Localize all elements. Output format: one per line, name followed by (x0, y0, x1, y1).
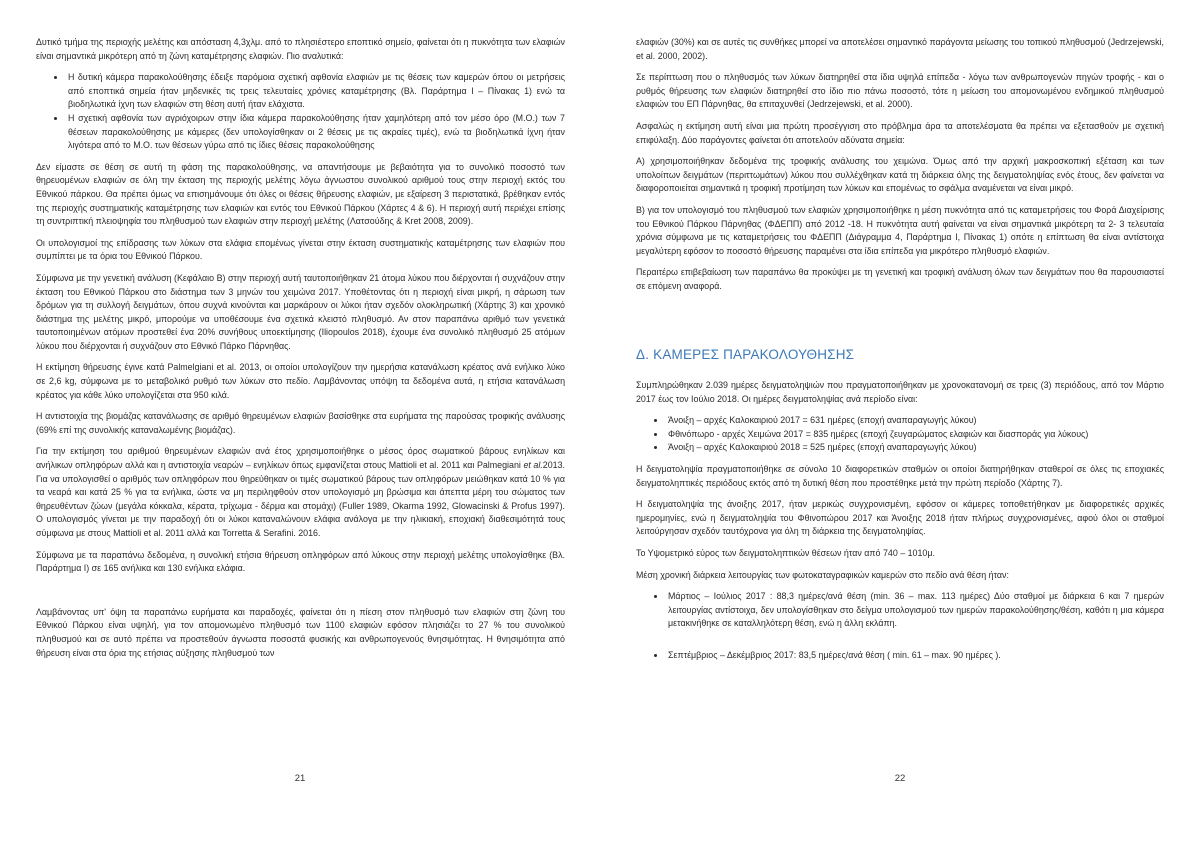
paragraph: Δυτικό τμήμα της περιοχής μελέτης και απόσταση 4,3χλμ. από το πλησιέστερο εποπτικό σημείο, φαίνεται ότι η πυκνότητα των ελαφιών είναι σημαντικά μικρότερη από τη ζώνη καταμέτρησης ελαφιών. Πιο αναλυτικά: (36, 37, 565, 61)
list-item: • Η δυτική κάμερα παρακολούθησης έδειξε παρόμοια σχετική αφθονία ελαφιών με τις θέσεις των καμερών όπου οι μετρήσεις από εποπτικά σημεία ήταν μηδενικές τις τρεις τελευταίες χρόνιες καταμέτρησης (Βλ. Παράρτημα Ι – Πίνακας 1) ενώ τα βιοδηλωτικά ίχνη των ελαφιών στη θέση αυτή ήταν ελάχιστα. (66, 71, 565, 112)
paragraph: Σύμφωνα με την γενετική ανάλυση (Κεφάλαιο Β) στην περιοχή αυτή ταυτοποιήθηκαν 21 άτομα λύκου που διέρχονται ή συχνάζουν στην έκταση του Εθνικού Πάρκου στο διάστημα των 3 μηνών του χειμώνα 2017. Υποθέτοντας ότι η περιοχή είναι μικρή, η σάρωση των δρόμων για τη συλλογή δειγμάτων, όπου συχνά κινούνται και μαρκάρουν οι λύκοι ήταν σχεδόν ολοκληρωτική (Χάρτης 3) και χρονικό διάστημα της μελέτης μικρό, μπορούμε να υποθέσουμε ένα σχετικά κλειστό πληθυσμό. Αν στον παραπάνω αριθμό των γενετικά ταυτοποιημένων ατόμων προστεθεί ένα 20% συνήθους υποεκτίμησης (Iliopoulos 2018), έχουμε ένα συνολικό πληθυσμό 25 ατόμων λύκου που διέρχονται ή συχνάζουν στο Εθνικό Πάρκο Πάρνηθας. (36, 272, 565, 351)
list-item: • Η σχετική αφθονία των αγριόχοιρων στην ίδια κάμερα παρακολούθησης ήταν χαμηλότερη από τον μέσο όρο (Μ.Ο.) των 7 θέσεων παρακολούθησης με κάμερες (δεν υπολογίσθηκαν οι 2 θέσεις με τις ακραίες τιμές), ενώ τα βιοδηλωτικά ίχνη ήταν λιγότερα από το Μ.Ο. των θέσεων γύρω από τις ίδιες θέσεις παρακολούθησης (66, 112, 565, 153)
paragraph: Οι υπολογισμοί της επίδρασης των λύκων στα ελάφια επομένως γίνεται στην έκταση συστηματικής καταμέτρησης των ελαφιών που συμπίπτει με τα όρια του Εθνικού Πάρκου. (36, 237, 565, 262)
paragraph: Β) για τον υπολογισμό του πληθυσμού των ελαφιών χρησιμοποιήθηκε η μέση πυκνότητα από τις καταμετρήσεις του Φορά Διαχείρισης του Εθνικού Πάρκου Πάρνηθας (ΦΔΕΠΠ) από 2012 -18. Η πυκνότητα αυτή φαίνεται να είναι σημαντικά μικρότερη τα 2- 3 τελευταία χρόνια σύμφωνα με τις καταμετρήσεις του ΦΔΕΠΠ (Διάγραμμα 4, Παράρτημα Ι, Πίνακας 1) οπότε η επίπτωση θα είναι αντίστοιχα μεγαλύτερη εφόσον το ποσοστό θήρευσης παραμένει στα ίδια επίπεδα για μικρότερο πληθυσμό ελαφιών. (636, 204, 1164, 256)
list-item: • Άνοιξη – αρχές Καλοκαιριού 2018 = 525 ημέρες (εποχή αναπαραγωγής λύκου) (666, 441, 1164, 455)
bullet-list (36, 71, 565, 153)
spacer (636, 302, 1164, 348)
paragraph: Η αντιστοιχία της βιομάζας κατανάλωσης σε αριθμό θηρευμένων ελαφιών βασίσθηκε στα ευρήματα της παρούσας τροφικής ανάλυσης (69% επί της συνολικής καταναλωμένης βιομάζας). (36, 411, 565, 435)
paragraph: Η δειγματοληψία πραγματοποιήθηκε σε σύνολο 10 διαφορετικών σταθμών οι οποίοι διατηρήθηκαν σταθεροί σε όλες τις εποχιακές δειγματοληπτικές περιόδους εκτός από τη δυτική θέση που προστέθηκε μετά την πρώτη περίοδο (Χάρτης 7). (636, 464, 1164, 488)
page-22-text-column (636, 36, 1164, 671)
spacer (36, 584, 565, 606)
paragraph: ελαφιών (30%) και σε αυτές τις συνθήκες μπορεί να αποτελέσει σημαντικό παράγοντα μείωσης του τοπικού πληθυσμού (Jedrzejewski, et al. 2000, 2002). (636, 37, 1164, 61)
paragraph: Σε περίπτωση που ο πληθυσμός των λύκων διατηρηθεί στα ίδια υψηλά επίπεδα - λόγω των ανθρωπογενών πηγών τροφής - και ο ρυθμός θήρευσης των ελαφιών διατηρηθεί στο ίδιο πιο πάνω ποσοστό, τότε η μείωση του απομονωμένου ενδημικού πληθυσμού ελαφιών του ΕΠ Πάρνηθας, θα επιταχυνθεί (Jedrzejewski, et al. 2000). (636, 72, 1164, 110)
page-21-text-column (36, 36, 565, 668)
paragraph: Α) χρησιμοποιήθηκαν δεδομένα της τροφικής ανάλυσης του χειμώνα. Όμως από την αρχική μακροσκοπική εξέταση και των υπολοίπων δειγμάτων (περιττωμάτων) λύκου που συλλέχθηκαν κατά τη διάρκεια όλης της δειγματοληψίας ενός έτους, δεν φαίνεται να διαφοροποιείται σημαντικά η τροφική προτίμηση των λύκων και επομένως το σφάλμα αναμένεται να είναι μικρό. (636, 156, 1164, 194)
bullet-list (636, 649, 1164, 663)
page-22 (600, 0, 1200, 848)
bullet-list (636, 590, 1164, 631)
section-heading: Δ. ΚΑΜΕΡΕΣ ΠΑΡΑΚΟΛΟΥΘΗΣΗΣ (636, 346, 855, 362)
italic-text: et al. (523, 460, 543, 471)
paragraph: Συμπληρώθηκαν 2.039 ημέρες δειγματοληψιών που πραγματοποιήθηκαν με χρονοκατανομή σε τρεις (3) περιόδους, από τον Μάρτιο 2017 έως τον Ιούλιο 2018. Οι ημέρες δειγματοληψίας ανά περίοδο είναι: (636, 380, 1164, 404)
text-run: Για την εκτίμηση του αριθμού θηρευμένων ελαφιών ανά έτος χρησιμοποιήθηκε ο μέσος όρος σωματικού βάρους ενηλίκων και ανήλικων οπληφόρων αλλά και η αντιστοιχία νεαρών – ενηλίκων όπως εμφανίζεται στους Mattioli et al. 2011 και Palmegiani (36, 446, 565, 471)
paragraph: Το Υψομετρικό εύρος των δειγματοληπτικών θέσεων ήταν από 740 – 1010μ. (636, 548, 935, 559)
bullet-list (636, 414, 1164, 455)
paragraph: Η δειγματοληψία της άνοιξης 2017, ήταν μερικώς συγχρονισμένη, εφόσον οι κάμερες τοποθετήθηκαν με διαφορετικές αρχικές ημερομηνίες, ενώ η δειγματοληψία του Φθινοπώρου 2017 και Άνοιξης 2018 ήταν πλήρως συγχρονισμένες, αφού όλοι οι σταθμοί λειτούργησαν σχεδόν ταυτόχρονα για όλη τη διάρκεια της δειγματοληψίας. (636, 499, 1164, 537)
page-number: 22 (894, 773, 906, 784)
text-run: 2013. Για να υπολογισθεί ο αριθμός των οπληφόρων που θηρεύθηκαν οι τιμές σωματικού βάρους των οπληφόρων μειώθηκαν κατά 10 % για τα νεαρά και κατά 25 % για τα ενήλικα, ώστε να μη περιληφθούν στον υπολογισμό μη βρώσιμα και άπεπτα μέρη του σώματος των θηρευθέντων ζώων (μεγάλα κόκκαλα, κέρατα, τρίχωμα - δέρμα και στομάχι) (Fuller 1989, Okarma 1992, Glowacinski & Profus 1997). Ο υπολογισμός γίνεται με την παραδοχή ότι οι λύκοι καταναλώνουν ελάφια ανάλογα με την ηλικιακή, εποχιακή διαθεσιμότητά τους σύμφωνα με στους Mattioli et al. 2011 αλλά και Torretta & Serafini. 2016. (36, 460, 565, 538)
list-item: • Σεπτέμβριος – Δεκέμβριος 2017: 83,5 ημέρες/ανά θέση ( min. 61 – max. 90 ημέρες ). (666, 649, 1164, 663)
paragraph: Μέση χρονική διάρκεια λειτουργίας των φωτοκαταγραφικών καμερών στο πεδίο ανά θέση ήταν: (636, 569, 1009, 580)
paragraph: Η εκτίμηση θήρευσης έγινε κατά Palmelgiani et al. 2013, οι οποίοι υπολογίζουν την ημερήσια κατανάλωση κρέατος ανά ενήλικο λύκο σε 2,6 kg, σύμφωνα με το μεταβολικό ρυθμό των λύκων στο πεδίο. Λαμβάνοντας υπόψη τα δεδομένα αυτά, η ετήσια κατανάλωση κρέατος για κάθε λύκο υπολογίζεται στα 950 κιλά. (36, 362, 565, 400)
list-item: • Μάρτιος – Ιούλιος 2017 : 88,3 ημέρες/ανά θέση (min. 36 – max. 113 ημέρες) Δύο σταθμοί με διάρκεια 6 και 7 ημερών λειτουργίας αντίστοιχα, δεν υπολογίσθηκαν στο δείγμα υπολογισμού των ημερών παρακολούθησης/θέση, καθότι η μια κάμερα μετακινήθηκε σε καταλληλότερη θέση, ενώ η άλλη εκλάπη. (666, 590, 1164, 631)
list-item: • Άνοιξη – αρχές Καλοκαιριού 2017 = 631 ημέρες (εποχή αναπαραγωγής λύκου) (666, 414, 1164, 428)
paragraph (36, 445, 565, 540)
paragraph: Λαμβάνοντας υπ' όψη τα παραπάνω ευρήματα και παραδοχές, φαίνεται ότι η πίεση στον πληθυσμό των ελαφιών στη ζώνη του Εθνικού Πάρκου είναι υψηλή, για τον απομονωμένο πληθυσμό των 1100 ελαφιών εφόσον πλησιάζει το 27 % του συνολικού πληθυσμού και σε αυτό πρέπει να προστεθούν άγνωστα ποσοστά φυσικής και ανθρωπογενούς θνησιμότητας. Η θνησιμότητα από θήρευση είναι στα όρια της ετήσιας αύξησης πληθυσμού των (36, 606, 565, 658)
list-item: • Φθινόπωρο - αρχές Χειμώνα 2017 = 835 ημέρες (εποχή ζευγαρώματος ελαφιών και διασποράς για λύκους) (666, 428, 1164, 442)
paragraph: Σύμφωνα με τα παραπάνω δεδομένα, η συνολική ετήσια θήρευση οπληφόρων από λύκους στην περιοχή μελέτης υπολογίσθηκε (Βλ. Παράρτημα Ι) σε 165 ανήλικα και 130 ενήλικα ελάφια. (36, 549, 565, 574)
page-number: 21 (294, 773, 306, 784)
spacer (636, 639, 1164, 649)
paragraph: Ασφαλώς η εκτίμηση αυτή είναι μια πρώτη προσέγγιση στο πρόβλημα άρα τα αποτελέσματα θα πρέπει να εξετασθούν με σχετική επιφύλαξη. Δύο παράγοντες φαίνεται ότι αποτελούν αδύνατα σημεία: (636, 120, 1164, 145)
paragraph: Περαιτέρω επιβεβαίωση των παραπάνω θα προκύψει με τη γενετική και τροφική ανάλυση όλων των δειγμάτων που θα παρουσιαστεί σε επόμενη αναφορά. (636, 267, 1164, 291)
paragraph: Δεν είμαστε σε θέση σε αυτή τη φάση της παρακολούθησης, να απαντήσουμε με βεβαιότητα για το συνολικό ποσοστό των θηρευομένων ελαφιών σε όλη την έκταση της περιοχής μελέτης λόγω άγνωστου συνολικού αριθμού τους στην περιοχή εκτός του Εθνικού πάρκου. Θα πρέπει όμως να επισημάνουμε ότι όλες οι θέσεις θήρευσης ελαφιών, με εξαίρεση 3 περιστατικά, βρέθηκαν εντός της περιοχής συστηματικής καταμέτρησης των ελαφιών και εντός του Εθνικού Πάρκου (Χάρτες 4 & 6). Η περιοχή αυτή περιέχει επίσης τη συντριπτική πλειοψηφία του πληθυσμού των ελαφιών στην περιοχή μελέτης (Λατσούδης & Kret 2008, 2009). (36, 161, 565, 227)
